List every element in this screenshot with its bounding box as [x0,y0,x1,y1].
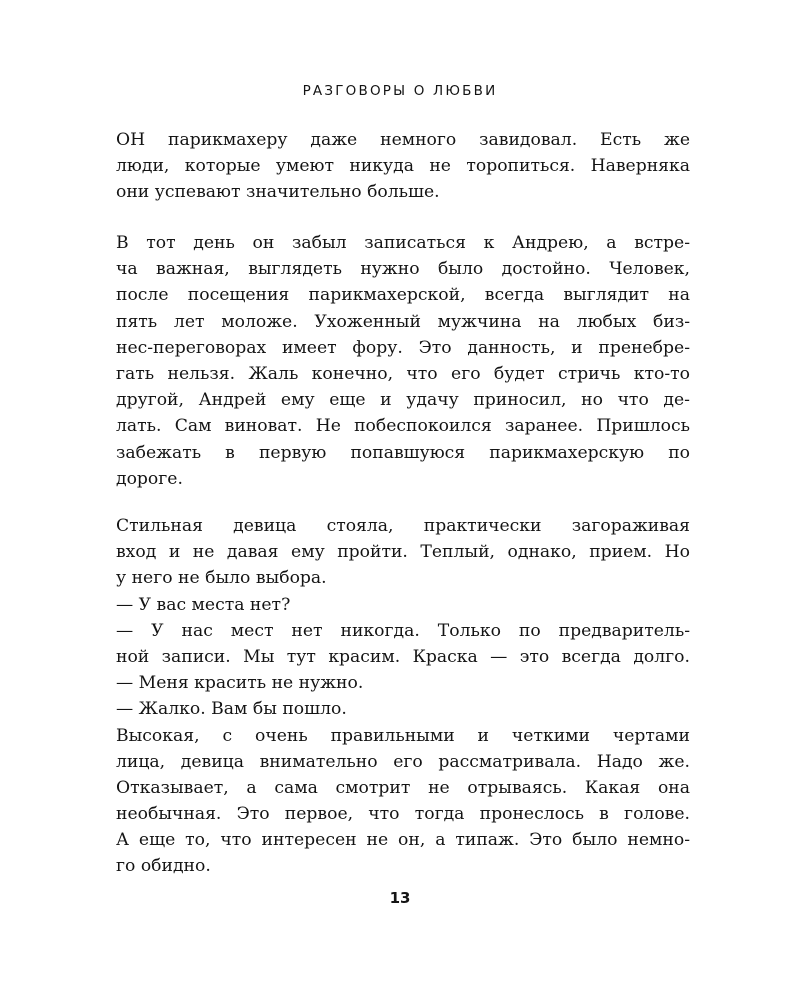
dialogue-line: — Меня красить не нужно. [116,673,364,694]
dialogue-line: — У вас места нет? [116,594,291,615]
text-line: Отказывает, а сама смотрит не отрываясь. Какая она [116,777,690,798]
text-line: ной записи. Мы тут красим. Краска — это всегда долго. [116,646,690,667]
text-line: ОН парикмахеру даже немного завидовал. Есть же [116,130,690,150]
text-line: ча важная, выглядеть нужно было достойно. Человек, [116,259,690,280]
dialogue-line: — У нас мест нет никогда. Только по предваритель- [116,620,690,641]
text-line: А еще то, что интересен не он, а типаж. Это было немно- [116,830,690,851]
text-line: В тот день он забыл записаться к Андрею, а встре- [116,233,690,253]
paragraph-2 [116,230,690,492]
text-line: они успевают значительно больше. [116,182,440,203]
text-line: у него не было выбора. [116,568,327,589]
text-line: лать. Сам виноват. Не побеспокоился заранее. Пришлось [116,416,690,437]
text-line: забежать в первую попавшуюся парикмахерскую по [116,442,690,463]
text-line: го обидно. [116,856,211,877]
text-line: лица, девица внимательно его рассматривала. Надо же. [116,751,690,772]
text-line: другой, Андрей ему еще и удачу приносил, но что де- [116,390,690,411]
text-line: после посещения парикмахерской, всегда выглядит на [116,285,690,306]
text-line: нес-переговорах имеет фору. Это данность, и пренебре- [116,337,690,358]
text-line: пять лет моложе. Ухоженный мужчина на любых биз- [116,311,690,332]
text-line: Стильная девица стояла, практически загораживая [116,516,690,536]
text-line: дороге. [116,468,183,489]
paragraph-1 [116,127,690,206]
text-line: вход и не давая ему пройти. Теплый, однако, прием. Но [116,542,690,563]
dialogue-line: — Жалко. Вам бы пошло. [116,699,347,720]
paragraph-3 [116,513,690,880]
text-line: люди, которые умеют никуда не торопиться. Наверняка [116,156,690,177]
text-line: Высокая, с очень правильными и четкими чертами [116,725,690,746]
running-title: РАЗГОВОРЫ О ЛЮБВИ [302,83,498,99]
text-line: гать нельзя. Жаль конечно, что его будет стричь кто-то [116,363,690,384]
text-line: необычная. Это первое, что тогда пронеслось в голове. [116,804,690,825]
page-number: 13 [389,889,411,907]
